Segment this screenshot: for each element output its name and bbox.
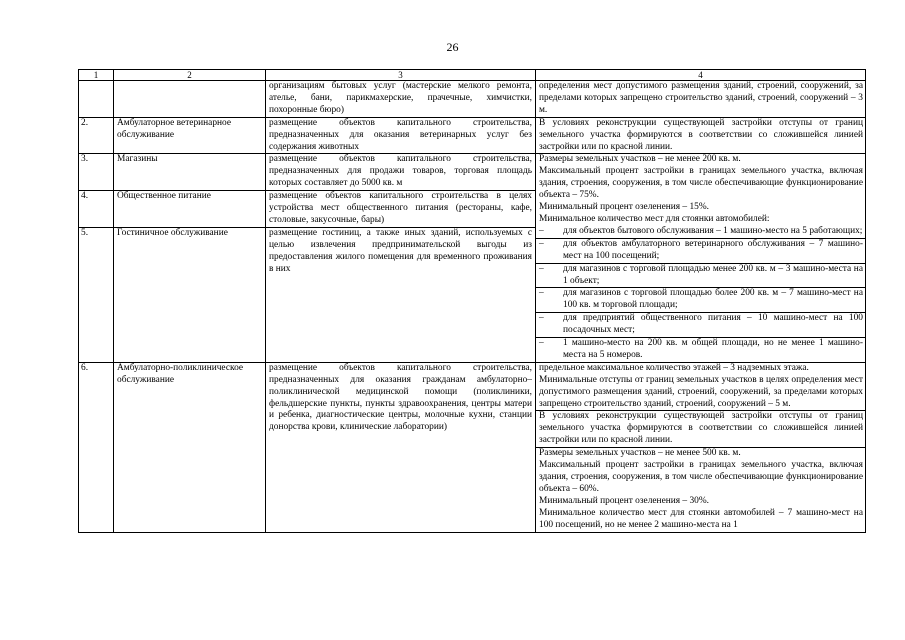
use-type-description: размещение объектов капитального строительства, предназначенных для продажи товаров, торговая площадь которых составляет до 5000 кв. м	[266, 154, 536, 191]
use-type-description: размещение объектов капитального строительства в целях устройства мест общественного питания (рестораны, кафе, столовые, закусочные, бары)	[266, 191, 536, 228]
row-number: 5.	[79, 227, 114, 362]
page-number: 26	[446, 40, 459, 54]
dash-marker: –	[539, 313, 544, 324]
dash-marker: –	[539, 338, 544, 349]
row-number	[79, 81, 114, 118]
use-type-name: Магазины	[114, 154, 266, 191]
use-type-name: Амбулаторно-поликлиническое обслуживание	[114, 362, 266, 532]
param-text: предельное максимальное количество этажей – 3 надземных этажа.	[539, 362, 809, 373]
table-row	[79, 362, 866, 532]
header-col-3: 3	[266, 70, 536, 81]
header-col-1: 1	[79, 70, 114, 81]
parameters-cell-a	[536, 81, 866, 363]
list-item-text: для объектов амбулаторного ветеринарного обслуживания – 7 машино-мест на 100 посещений;	[563, 238, 863, 261]
dash-marker: –	[539, 238, 544, 249]
use-type-description: размещение объектов капитального строительства, предназначенных для оказания ветеринарных услуг без содержания животных	[266, 117, 536, 154]
regulations-table	[78, 69, 865, 579]
use-type-description: организациям бытовых услуг (мастерские мелкого ремонта, ателье, бани, парикмахерские, прачечные, химчистки, похоронные бюро)	[266, 81, 536, 118]
use-type-name	[114, 81, 266, 118]
dash-marker: –	[539, 288, 544, 299]
row-number: 3.	[79, 154, 114, 191]
param-text: Максимальный процент застройки в границах земельного участка, включая здания, строения, сооружения, в том числе обеспечивающие функционирование объекта – 75%.	[539, 166, 863, 201]
param-text: В условиях реконструкции существующей застройки отступы от границ земельного участка формируются в соответствии со сложившейся линией застройки или по красной линии.	[539, 411, 863, 446]
parking-list-item	[539, 313, 863, 337]
param-text: Размеры земельных участков – не менее 500 кв. м.	[539, 448, 741, 459]
row-number: 2.	[79, 117, 114, 154]
param-text: Максимальный процент застройки в границах земельного участка, включая здания, строения, сооружения, в том числе обеспечивающие функционирование объекта – 60%.	[539, 460, 863, 494]
parameters-cell-b	[536, 362, 866, 532]
param-text: Минимальные отступы от границ земельных участков в целях определения мест допустимого размещения зданий, строений, сооружений, за пределами которых запрещено строительство зданий, строений, сооружений – 5 м.	[539, 374, 863, 409]
dash-marker: –	[539, 263, 544, 274]
row-number: 6.	[79, 362, 114, 532]
list-item-text: 1 машино-место на 200 кв. м общей площади, но не менее 1 машино-места на 5 номеров.	[563, 338, 863, 360]
list-item-text: для магазинов с торговой площадью более 200 кв. м – 7 машино-мест на 100 кв. м торговой площади;	[563, 288, 863, 311]
param-text: определения мест допустимого размещения зданий, строений, сооружений, за пределами которых запрещено строительство зданий, строений, сооружений – 3 м.	[539, 81, 863, 115]
list-item-text: для магазинов с торговой площадью менее 200 кв. м – 3 машино-места на 1 объект;	[563, 263, 863, 286]
parking-list-item	[539, 226, 863, 238]
table-row	[79, 81, 866, 118]
list-item-text: для предприятий общественного питания – 10 машино-мест на 100 посадочных мест;	[563, 313, 863, 336]
use-type-description: размещение объектов капитального строительства, предназначенных для оказания гражданам амбулаторно–поликлинической медицинской помощи (поликлиники, фельдшерские пункты, пункты здравоохранения, центры матери и ребенка, диагностические центры, молочные кухни, станции донорства крови, клинические лаборатории)	[266, 362, 536, 532]
parking-list-item	[539, 288, 863, 312]
use-type-name: Гостиничное обслуживание	[114, 227, 266, 362]
param-text: Минимальное количество мест для стоянки автомобилей – 7 машино-мест на 100 посещений, но не менее 2 машино-места на 1	[539, 507, 863, 530]
dash-marker: –	[539, 225, 544, 236]
use-type-description: размещение гостиниц, а также иных зданий, используемых с целью извлечения предпринимательской выгоды из предоставления жилого помещения для временного проживания в них	[266, 227, 536, 362]
header-col-4: 4	[536, 70, 866, 81]
use-type-name: Общественное питание	[114, 191, 266, 228]
header-col-2: 2	[114, 70, 266, 81]
parking-list-item	[539, 264, 863, 288]
param-text: Минимальный процент озеленения – 30%.	[539, 495, 709, 506]
param-text: Минимальный процент озеленения – 15%.	[539, 202, 709, 213]
table-header-row	[79, 70, 866, 81]
param-text: В условиях реконструкции существующей застройки отступы от границ земельного участка формируются в соответствии со сложившейся линией застройки или по красной линии.	[539, 117, 863, 152]
param-text: Минимальное количество мест для стоянки автомобилей:	[539, 213, 770, 224]
param-text: Размеры земельных участков – не менее 200 кв. м.	[539, 154, 741, 165]
use-type-name: Амбулаторное ветеринарное обслуживание	[114, 117, 266, 154]
parking-list-item	[539, 239, 863, 263]
parking-list-item	[539, 338, 863, 362]
row-number: 4.	[79, 191, 114, 228]
list-item-text: для объектов бытового обслуживания – 1 машино-место на 5 работающих;	[563, 225, 863, 236]
